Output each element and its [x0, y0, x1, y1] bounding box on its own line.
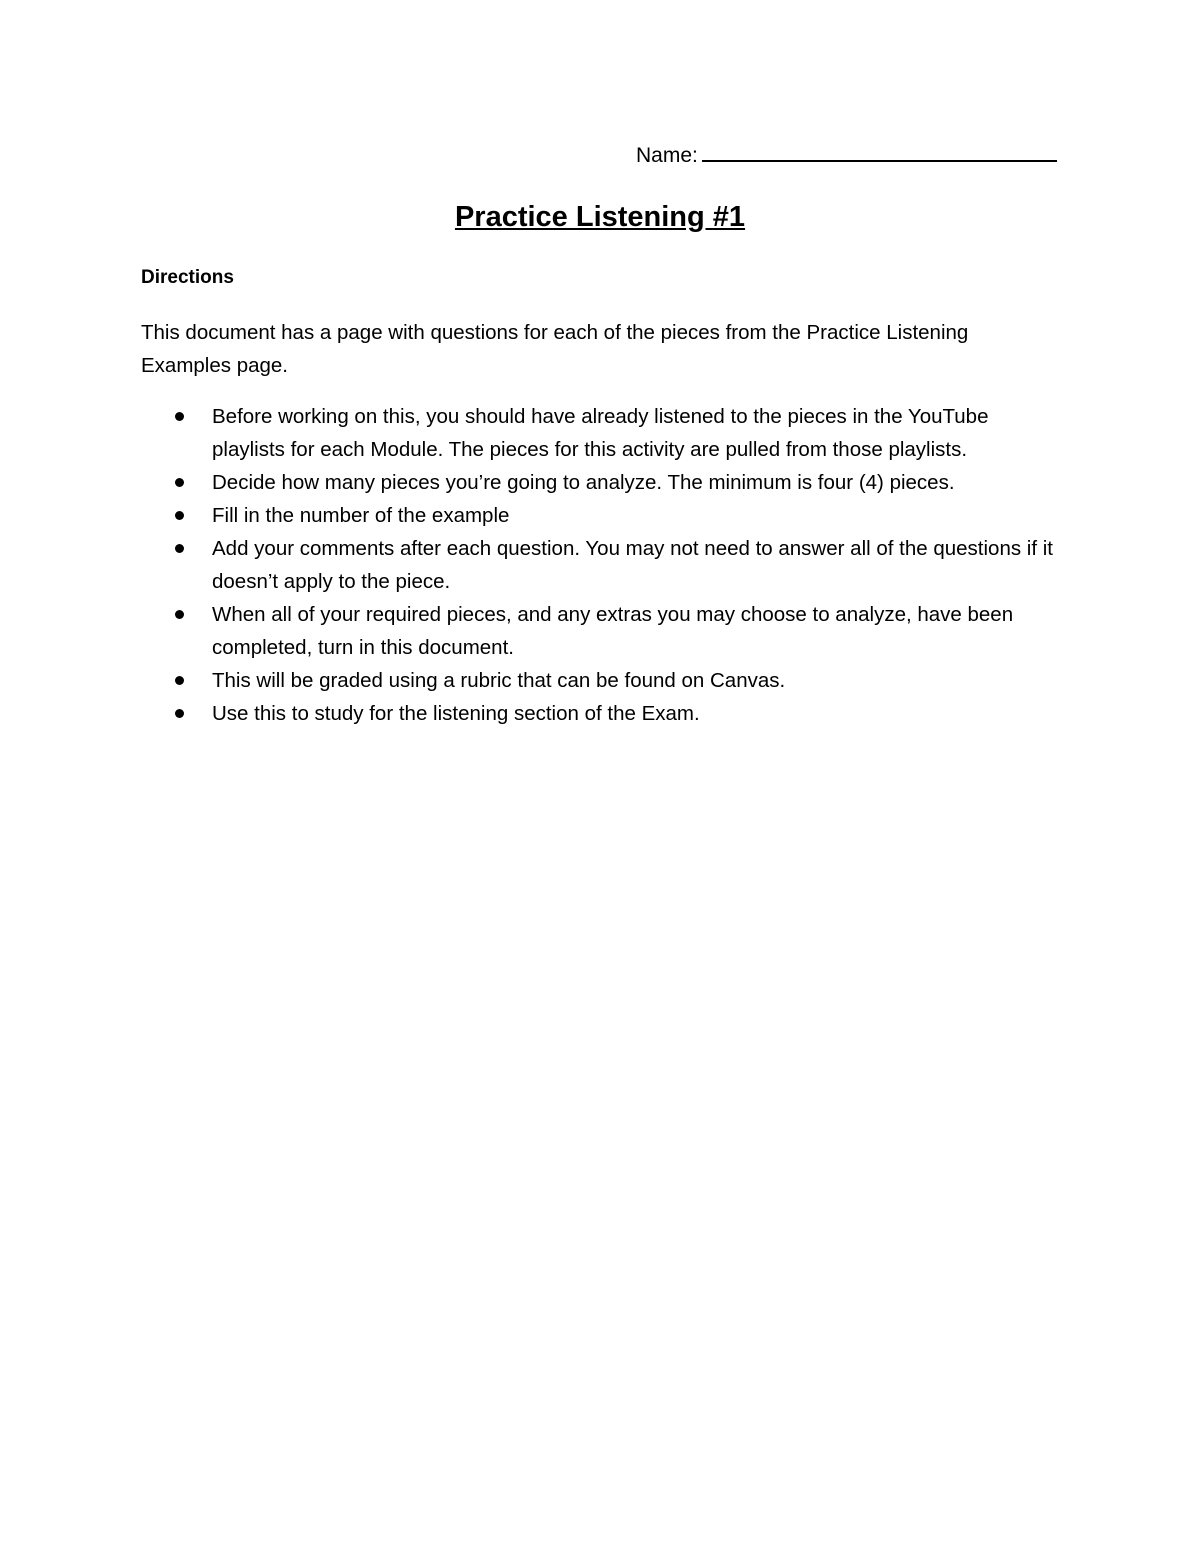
bullet-icon	[175, 676, 184, 685]
list-item	[141, 664, 1061, 697]
list-item	[141, 532, 1061, 598]
bullet-icon	[175, 709, 184, 718]
document-title: Practice Listening #1	[454, 201, 746, 233]
list-item-text: Fill in the number of the example	[212, 504, 510, 527]
intro-paragraph: This document has a page with questions for each of the pieces from the Practice Listening Examples page.	[141, 321, 969, 377]
name-field-line	[636, 141, 1066, 171]
bullet-icon	[175, 478, 184, 487]
list-item-text: Decide how many pieces you’re going to analyze. The minimum is four (4) pieces.	[212, 471, 955, 494]
bullet-icon	[175, 610, 184, 619]
list-item-text: This will be graded using a rubric that can be found on Canvas.	[212, 669, 786, 692]
bullet-icon	[175, 511, 184, 520]
directions-list	[141, 400, 1061, 730]
bullet-icon	[175, 544, 184, 553]
name-blank-underline[interactable]	[702, 142, 1057, 162]
list-item-text: Add your comments after each question. You may not need to answer all of the questions if it doesn’t apply to the piece.	[212, 537, 1054, 593]
list-item-text: Before working on this, you should have already listened to the pieces in the YouTube playlists for each Module. The pieces for this activity are pulled from those playlists.	[212, 405, 989, 461]
list-item-text: When all of your required pieces, and any extras you may choose to analyze, have been completed, turn in this document.	[212, 603, 1014, 659]
list-item	[141, 697, 1061, 730]
list-item	[141, 499, 1061, 532]
list-item	[141, 400, 1061, 466]
list-item-text: Use this to study for the listening section of the Exam.	[212, 702, 700, 725]
name-label: Name:	[636, 144, 698, 167]
list-item	[141, 466, 1061, 499]
bullet-icon	[175, 412, 184, 421]
directions-heading: Directions	[141, 267, 234, 288]
list-item	[141, 598, 1061, 664]
